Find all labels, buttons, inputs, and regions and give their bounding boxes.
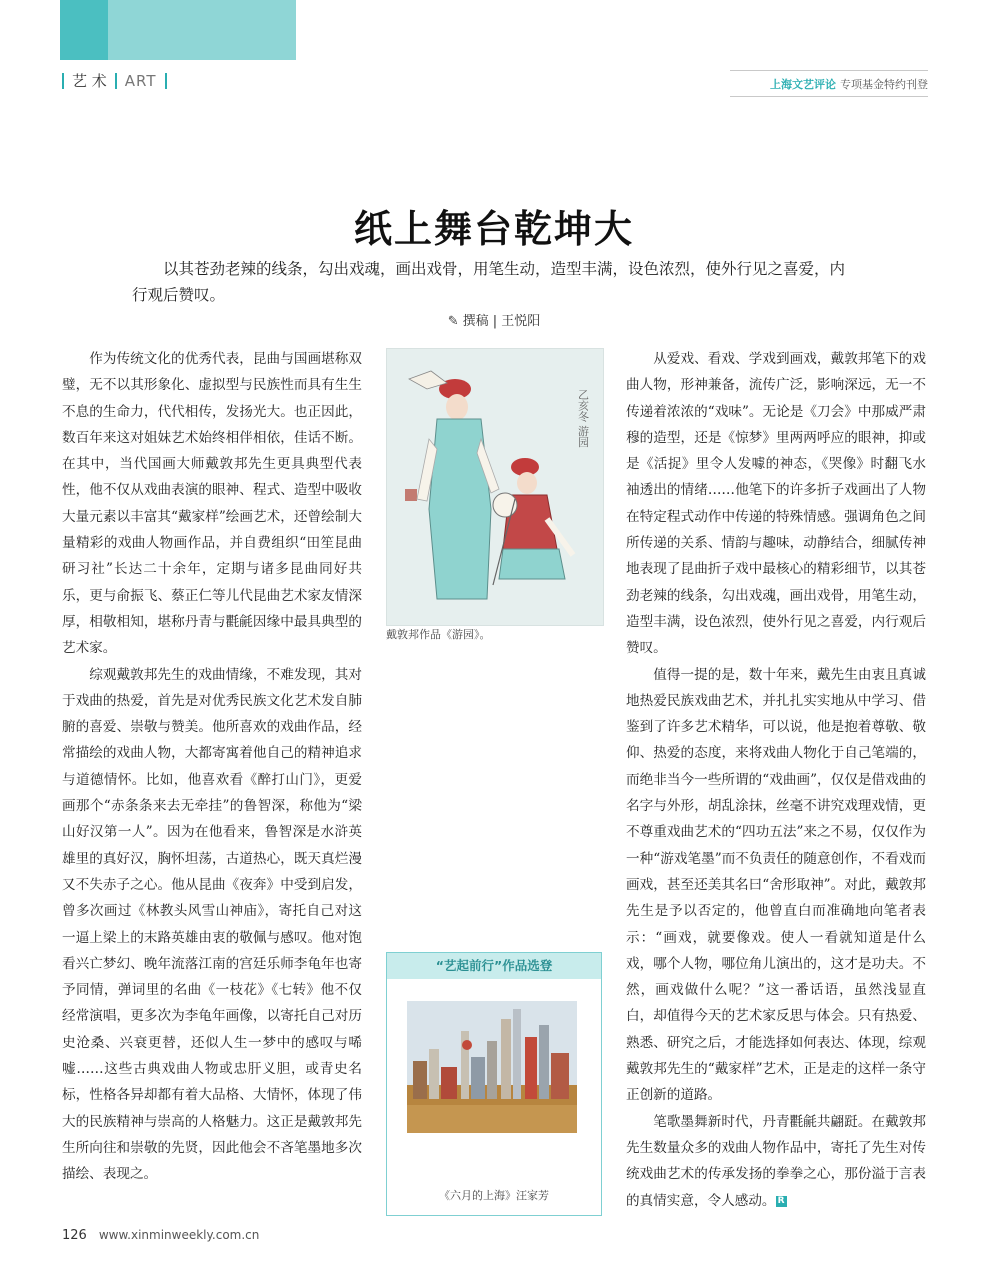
divider-bar — [165, 73, 167, 89]
showcase-caption: 《六月的上海》汪家芳 — [439, 1189, 549, 1202]
paragraph: 综观戴敦邦先生的戏曲情缘，不难发现，其对于戏曲的热爱，首先是对优秀民族文化艺术发自肺腑的喜爱、崇敬与赞美。他所喜欢的戏曲作品，经常描绘的戏曲人物，大都寄寓着他自己的精神追求与道德情怀。比如，他喜欢看《醉打山门》，更爱画那个“赤条条来去无牵挂”的鲁智深，称他为“梁山好汉第一人”。因为在他看来，鲁智深是水浒英雄里的真好汉，胸怀坦荡，古道热心，既天真烂漫又不失赤子之心。他从昆曲《夜奔》中受到启发，曾多次画过《林教头风雪山神庙》，寄托自己对这一逼上梁上的末路英雄由衷的敬佩与感叹。他对饱看兴亡梦幻、晚年流落江南的宫廷乐师李龟年也寄予同情，弹词里的名曲《一枝花》《七转》他不仅经常演唱，更多次为李龟年画像，以寄托自己对历史沧桑、兴衰更替，还似人生一梦中的感叹与唏嘘……这些古典戏曲人物或忠肝义胆，或青史名标，性格各异却都有着大品格、大情怀，体现了伟大的民族精神与崇高的人格魅力。这正是戴敦邦先生所向往和崇敬的先贤，因此他会不吝笔墨地多次描绘、表现之。 — [62, 666, 362, 1183]
showcase-title: “艺起前行”作品选登 — [387, 953, 601, 979]
body-column-right — [626, 346, 926, 1214]
footer-url: www.xinminweekly.com.cn — [98, 1228, 260, 1242]
sponsor-rule-bottom — [730, 96, 928, 97]
sponsor-text: 专项基金特约刊登 — [840, 78, 928, 91]
sponsor-brand: 上海文艺评论 — [770, 78, 836, 91]
opera-painting — [386, 348, 604, 626]
shanghai-painting — [407, 1001, 577, 1133]
sponsor-rule-top — [730, 70, 928, 71]
paragraph: 值得一提的是，数十年来，戴先生由衷且真诚地热爱民族戏曲艺术，并扎扎实实地从中学习、借鉴到了许多艺术精华，可以说，他是抱着尊敬、敬仰、热爱的态度，来将戏曲人物化于自己笔端的，而绝非当今一些所谓的“戏曲画”，仅仅是借戏曲的名字与外形，胡乱涂抹，丝毫不讲究戏理戏情，更不尊重戏曲艺术的“四功五法”来之不易，仅仅作为一种“游戏笔墨”而不负责任的随意创作，不看戏而画戏，甚至还美其名曰“舍形取神”。对此，戴敦邦先生是予以否定的，他曾直白而准确地向笔者表示：“画戏，就要像戏。使人一看就知道是什么戏，哪个人物，哪位角儿演出的，这才是功夫。不然，画戏做什么呢？”这一番话语，虽然浅显直白，却值得今天的艺术家反思与体会。只有热爱、熟悉、研究之后，才能选择如何表达、体现，综观戴敦邦先生的“戴家样”艺术，正是走的这样一条守正创新的道路。 — [626, 666, 926, 1104]
paragraph: 作为传统文化的优秀代表，昆曲与国画堪称双璧，无不以其形象化、虚拟型与民族性而具有生生不息的生命力，代代相传，发扬光大。也正因此，数百年来这对姐妹艺术始终相伴相依，佳话不断。在其中，当代国画大师戴敦邦先生更具典型代表性，他不仅从戏曲表演的眼神、程式、造型中吸收大量元素以丰富其“戴家样”绘画艺术，还曾绘制大量精彩的戏曲人物画作品，并自费组织“田笙昆曲研习社”长达二十余年，定期与诸多昆曲同好共乐，更与俞振飞、蔡正仁等儿代昆曲艺术家友情深厚，相敬相知，堪称丹青与氍毹因缘中最具典型的艺术家。 — [62, 351, 362, 657]
header-color-block-light — [108, 0, 296, 60]
pen-icon: ✎ — [447, 314, 459, 329]
painting-inscription: 乙亥冬 游园 — [576, 389, 590, 448]
divider-bar — [62, 73, 64, 89]
footer — [62, 1228, 259, 1243]
body-column-left — [62, 346, 362, 1188]
section-tag — [62, 70, 167, 91]
byline — [0, 310, 988, 329]
section-label-en: ART — [124, 71, 157, 90]
figure-caption: 戴敦邦作品《游园》。 — [386, 628, 491, 641]
paragraph-text: 笔歌墨舞新时代，丹青氍毹共翩跹。在戴敦邦先生数量众多的戏曲人物作品中，寄托了先生对传统戏曲艺术的传承发扬的拳拳之心，那份溢于言表的真情实意，令人感动。 — [626, 1113, 926, 1209]
header-color-block-dark — [60, 0, 108, 60]
article-title: 纸上舞台乾坤大 — [353, 206, 634, 251]
section-label: 艺 术 — [72, 72, 107, 90]
sponsor-banner — [770, 76, 928, 92]
divider-bar — [115, 73, 117, 89]
paragraph: 从爱戏、看戏、学戏到画戏，戴敦邦笔下的戏曲人物，形神兼备，流传广泛，影响深远，无一不传递着浓浓的“戏味”。无论是《刀会》中那威严肃穆的造型，还是《惊梦》里两两呼应的眼神，抑或是《活捉》里令人发噱的神态，《哭像》时翻飞水袖透出的情绪……他笔下的许多折子戏画出了人物在特定程式动作中传递的特殊情感。强调角色之间所传递的关系、情韵与趣味，动静结合，细腻传神地表现了昆曲折子戏中最核心的精彩细节，以其苍劲老辣的线条，勾出戏魂，画出戏骨，用笔生动，造型丰满，设色浓烈，使外行见之喜爱，内行观后赞叹。 — [626, 351, 926, 657]
end-mark-icon: R — [776, 1196, 787, 1207]
showcase-box — [386, 952, 602, 1216]
paragraph-last — [626, 1109, 926, 1214]
article-lead: 以其苍劲老辣的线条，勾出戏魂，画出戏骨，用笔生动，造型丰满，设色浓烈，使外行见之喜爱，内行观后赞叹。 — [132, 260, 846, 304]
byline-text: 撰稿 | 王悦阳 — [462, 314, 541, 329]
page-number: 126 — [62, 1228, 87, 1243]
opera-painting-illustration — [387, 349, 603, 625]
